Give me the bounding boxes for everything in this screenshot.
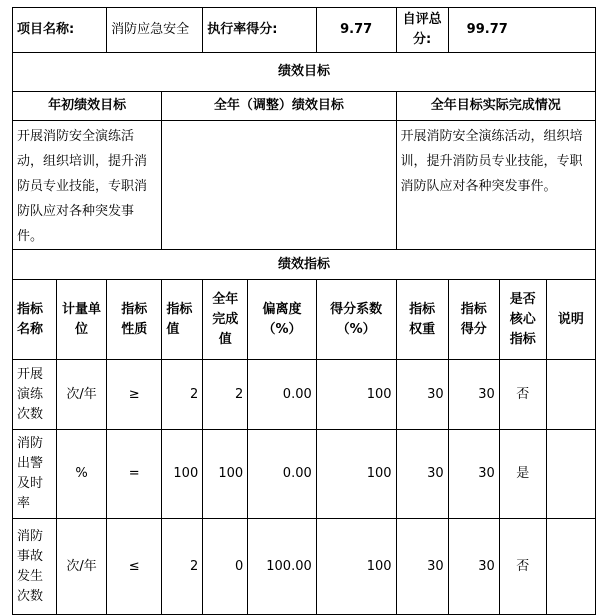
goals-col-adjusted: 全年（调整）绩效目标 xyxy=(162,92,396,121)
goals-col-initial: 年初绩效目标 xyxy=(13,92,162,121)
self-score-value: 99.77 xyxy=(448,8,595,53)
indicator-nature: = xyxy=(107,430,162,519)
indicator-value: 2 xyxy=(162,360,203,430)
project-label: 项目名称: xyxy=(13,8,107,53)
table-row xyxy=(13,519,596,615)
project-value: 消防应急安全 xyxy=(107,8,203,53)
indicator-deviation: 0.00 xyxy=(248,430,317,519)
indicator-name: 开展演练次数 xyxy=(13,360,57,430)
indicator-is-core: 是 xyxy=(499,430,546,519)
indicator-score: 30 xyxy=(448,519,499,615)
indicator-weight: 30 xyxy=(396,519,448,615)
table-row xyxy=(13,430,596,519)
indicator-score: 30 xyxy=(448,430,499,519)
exec-rate-value: 9.77 xyxy=(316,8,396,53)
indicator-deviation: 0.00 xyxy=(248,360,317,430)
col-header: 全年完成值 xyxy=(203,280,248,360)
indicator-nature: ≤ xyxy=(107,519,162,615)
indicator-note xyxy=(546,519,595,615)
self-score-label: 自评总分: xyxy=(396,8,448,53)
indicator-actual: 100 xyxy=(203,430,248,519)
exec-rate-label: 执行率得分: xyxy=(203,8,317,53)
goals-col-actual: 全年目标实际完成情况 xyxy=(396,92,595,121)
indicator-actual: 2 xyxy=(203,360,248,430)
indicators-section-title: 绩效指标 xyxy=(13,250,596,280)
indicator-name: 消防出警及时率 xyxy=(13,430,57,519)
goals-adjusted-text xyxy=(162,121,396,250)
indicator-coefficient: 100 xyxy=(316,519,396,615)
col-header: 指标权重 xyxy=(396,280,448,360)
indicator-weight: 30 xyxy=(396,360,448,430)
indicator-coefficient: 100 xyxy=(316,430,396,519)
indicator-nature: ≥ xyxy=(107,360,162,430)
col-header: 指标名称 xyxy=(13,280,57,360)
col-header: 指标得分 xyxy=(448,280,499,360)
indicator-is-core: 否 xyxy=(499,360,546,430)
indicator-score: 30 xyxy=(448,360,499,430)
header-row xyxy=(13,8,596,53)
col-header: 是否核心指标 xyxy=(499,280,546,360)
indicator-is-core: 否 xyxy=(499,519,546,615)
indicator-note xyxy=(546,430,595,519)
indicator-unit: 次/年 xyxy=(56,360,106,430)
col-header: 说明 xyxy=(546,280,595,360)
indicator-note xyxy=(546,360,595,430)
indicator-weight: 30 xyxy=(396,430,448,519)
goals-actual-text: 开展消防安全演练活动，组织培训，提升消防员专业技能，专职消防队应对各种突发事件。 xyxy=(396,121,595,250)
col-header: 得分系数（%） xyxy=(316,280,396,360)
col-header: 指标值 xyxy=(162,280,203,360)
col-header: 指标性质 xyxy=(107,280,162,360)
col-header: 偏离度（%） xyxy=(248,280,317,360)
indicator-deviation: 100.00 xyxy=(248,519,317,615)
indicator-actual: 0 xyxy=(203,519,248,615)
indicator-unit: % xyxy=(56,430,106,519)
goals-section-title: 绩效目标 xyxy=(13,53,596,92)
indicator-value: 2 xyxy=(162,519,203,615)
goals-initial-text: 开展消防安全演练活动，组织培训，提升消防员专业技能，专职消防队应对各种突发事件。 xyxy=(13,121,162,250)
indicator-value: 100 xyxy=(162,430,203,519)
table-row xyxy=(13,360,596,430)
performance-table xyxy=(12,7,596,615)
indicator-name: 消防事故发生次数 xyxy=(13,519,57,615)
indicator-coefficient: 100 xyxy=(316,360,396,430)
indicators-header-row xyxy=(13,280,596,360)
indicator-unit: 次/年 xyxy=(56,519,106,615)
col-header: 计量单位 xyxy=(56,280,106,360)
